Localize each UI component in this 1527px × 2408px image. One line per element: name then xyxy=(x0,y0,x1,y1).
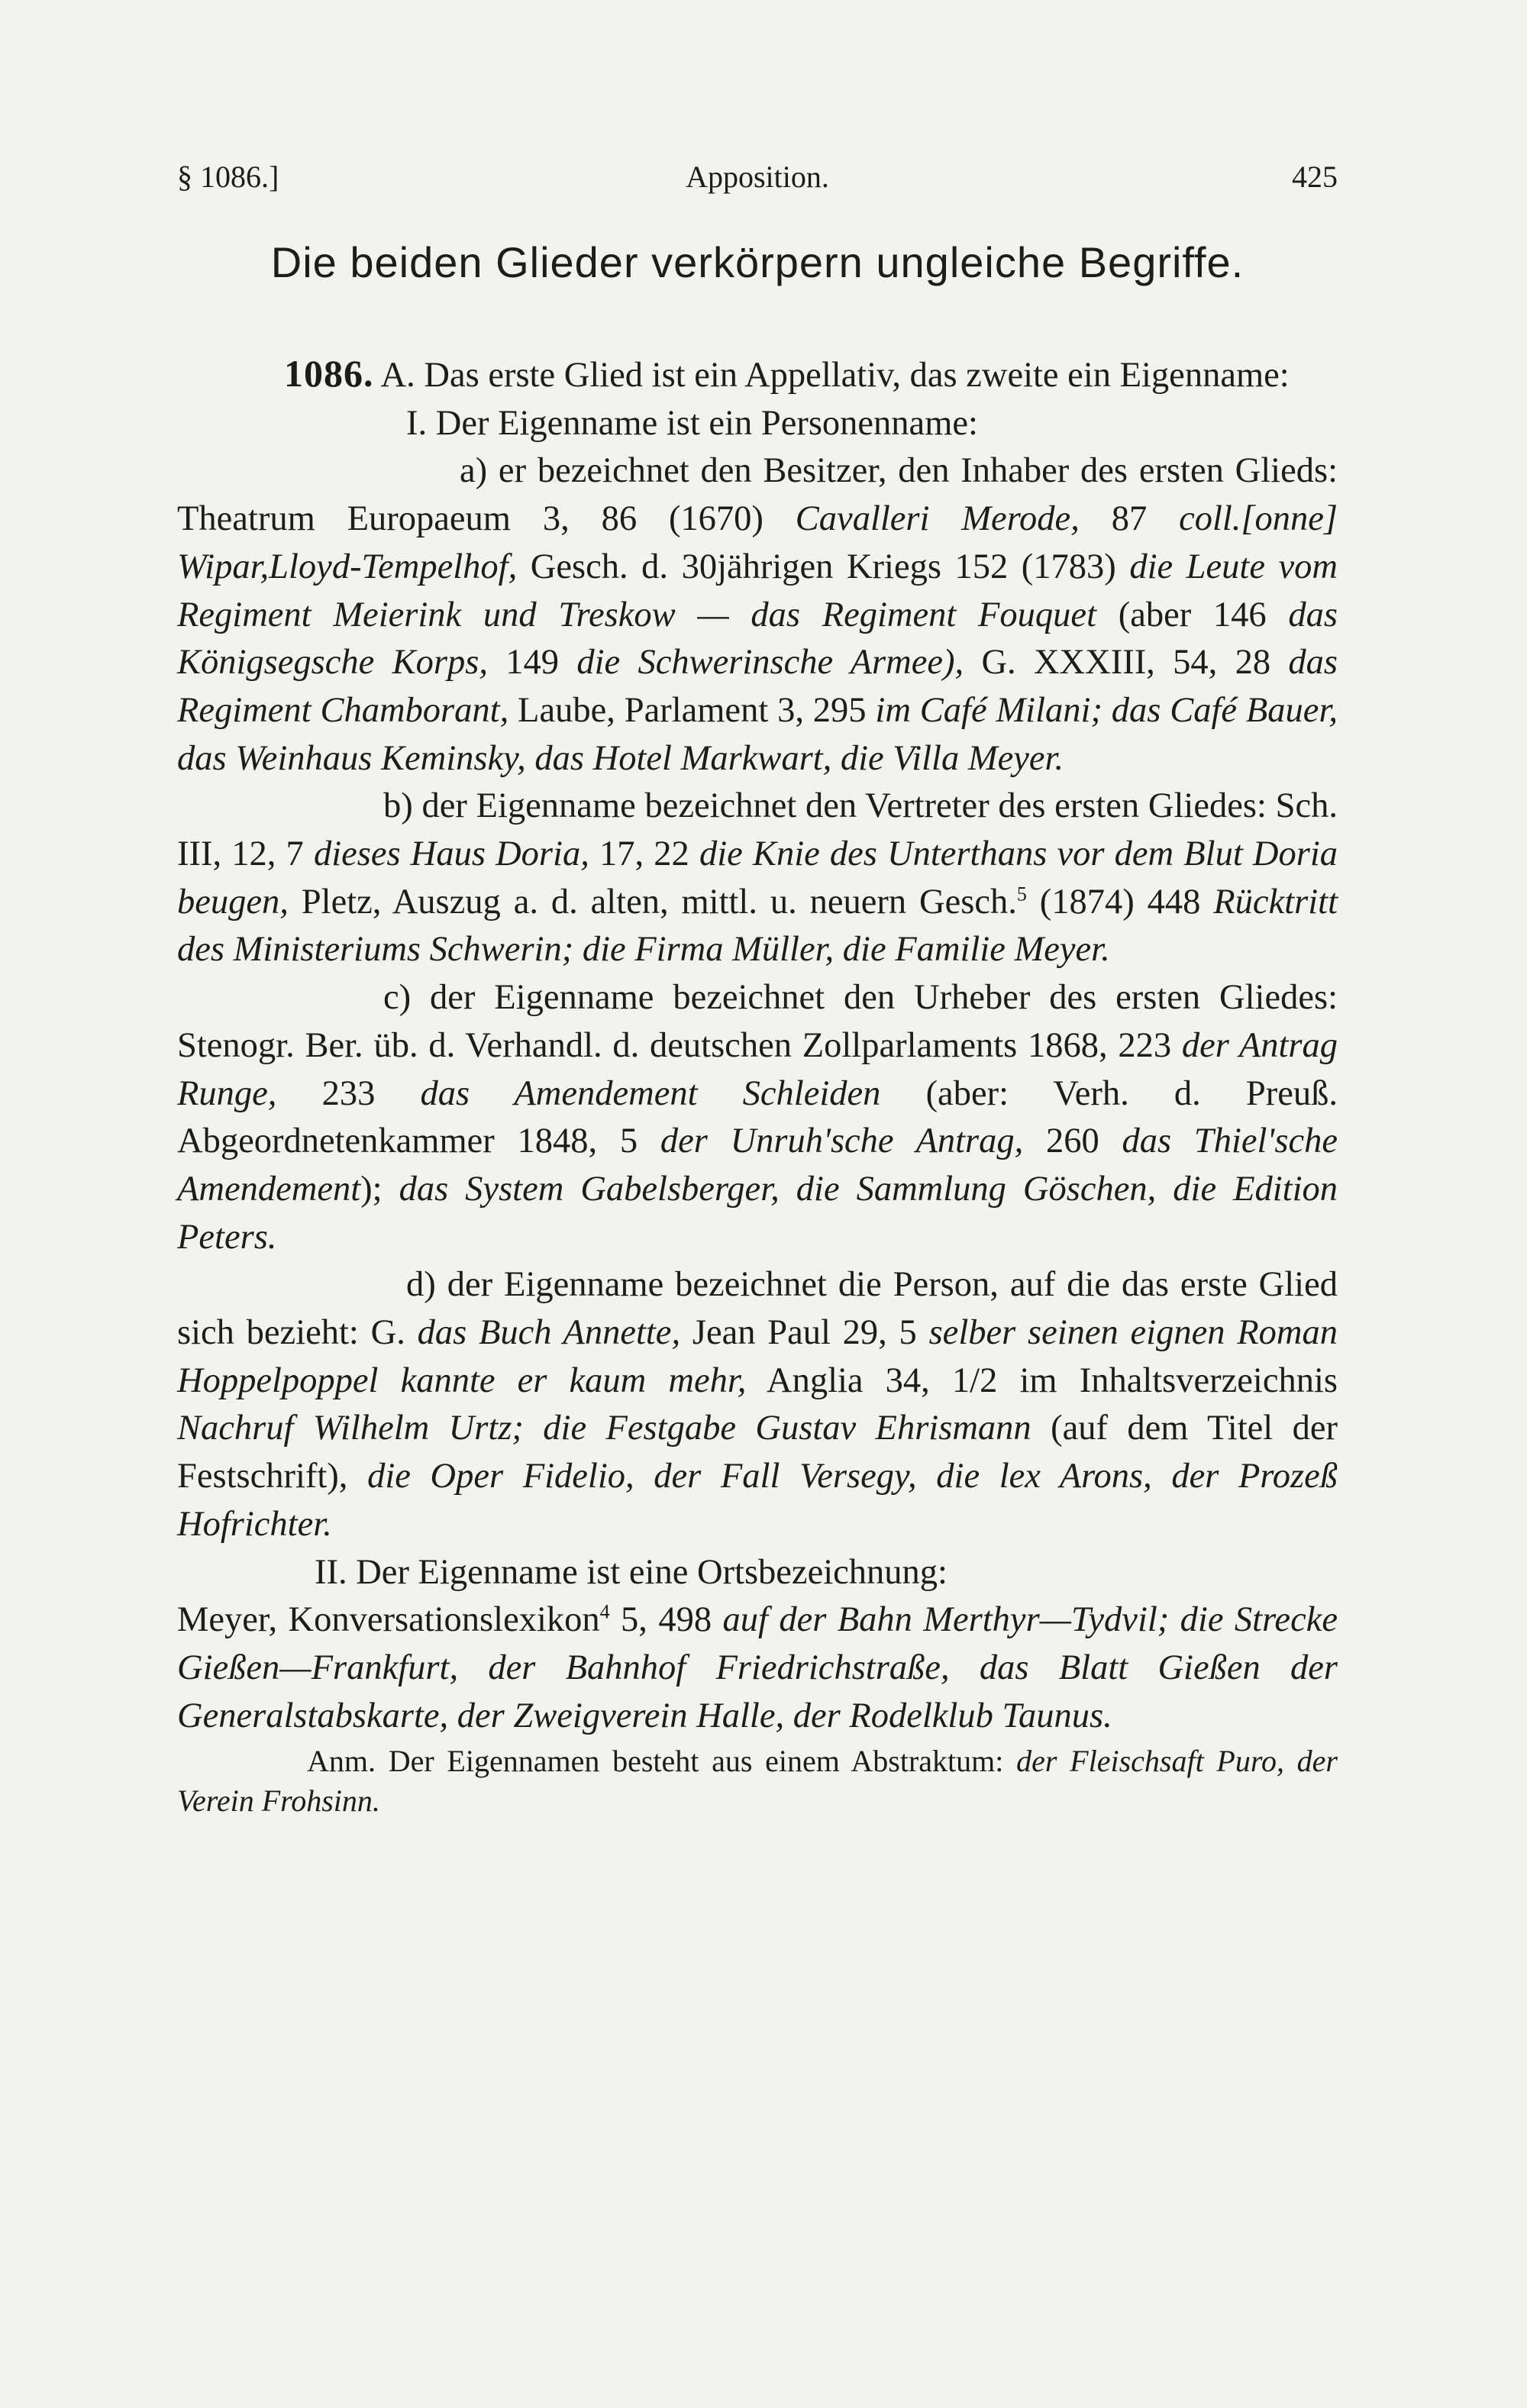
example-italic: der Fleischsaft Puro, der Verein Frohsinn. xyxy=(177,1744,1338,1819)
text-run: Anm. Der Eigennamen besteht aus einem Abstraktum: xyxy=(307,1744,1017,1779)
text-run: 233 xyxy=(276,1073,421,1113)
text-run: 149 xyxy=(487,643,577,683)
text-run: Laube, Parlament 3, 295 xyxy=(508,690,876,730)
text-run: a) er bezeichnet den Besitzer, den Inhaber des ersten Glieds: Theatrum Europaeum 3, 86 (1670) xyxy=(177,451,1338,539)
text-run: 260 xyxy=(1023,1122,1122,1161)
example-italic: selber seinen eignen Roman Hoppelpoppel kannte er kaum mehr, xyxy=(177,1313,1338,1400)
text-run: (aber: Verh. d. Preuß. Abgeordnetenkammer 1848, 5 xyxy=(177,1073,1338,1161)
text-run: (aber 146 xyxy=(1096,595,1289,634)
edition-superscript: 5 xyxy=(1016,883,1027,905)
paragraph-text: II. Der Eigenname ist eine Ortsbezeichnung: xyxy=(315,1552,948,1592)
example-italic: Nachruf Wilhelm Urtz; die Festgabe Gustav Ehrismann xyxy=(177,1409,1031,1448)
running-header xyxy=(177,159,1338,197)
text-run: d) der Eigenname bezeichnet die Person, auf die das erste Glied sich bezieht: G. xyxy=(177,1265,1338,1353)
text-run: (1874) 448 xyxy=(1026,882,1214,922)
example-italic: der Unruh'sche Antrag, xyxy=(660,1122,1024,1161)
section-marker: § 1086.] xyxy=(177,160,279,194)
paragraph-d xyxy=(177,1261,1338,1548)
paragraph-a xyxy=(177,447,1338,783)
body-text xyxy=(177,350,1338,1821)
example-italic: die Schwerinsche Armee), xyxy=(576,643,964,683)
edition-superscript: 4 xyxy=(599,1600,610,1623)
paragraph-II-examples xyxy=(177,1596,1338,1740)
example-italic: das Amendement Schleiden xyxy=(420,1073,881,1113)
text-run: Pletz, Auszug a. d. alten, mittl. u. neuern Gesch. xyxy=(288,882,1017,922)
example-italic: auf der Bahn Merthyr—Tydvil; die Strecke Gießen—Frankfurt, der Bahnhof Friedrichstraße, das Blatt Gießen der Generalstabskarte, der Zweigverein Halle, der Rodelklub Taunus. xyxy=(177,1600,1338,1735)
paragraph-I xyxy=(177,400,1338,448)
text-run: Gesch. d. 30jährigen Kriegs 152 (1783) xyxy=(517,547,1130,586)
example-italic: das Buch Annette, xyxy=(417,1313,681,1353)
text-run: Jean Paul 29, 5 xyxy=(680,1313,929,1353)
text-run: (auf dem Titel der Festschrift), xyxy=(177,1409,1338,1496)
running-title: Apposition. xyxy=(686,160,829,194)
text-run: ); xyxy=(360,1169,399,1209)
example-italic: der Antrag Runge, xyxy=(177,1025,1338,1113)
text-run: c) der Eigenname bezeichnet den Urheber des ersten Gliedes: Stenogr. Ber. üb. d. Verhandl. d. deutschen Zollparlaments 1868, 223 xyxy=(177,978,1338,1065)
text-run: Anglia 34, 1/2 im Inhaltsverzeichnis xyxy=(746,1361,1338,1400)
text-run: 5, 498 xyxy=(609,1600,723,1640)
example-italic: das Königsegsche Korps, xyxy=(177,595,1338,683)
text-run: G. XXXIII, 54, 28 xyxy=(964,643,1289,683)
example-italic: die Leute vom Regiment Meierink und Treskow — das Regiment Fouquet xyxy=(177,547,1338,634)
example-italic: das Regiment Chamborant, xyxy=(177,643,1338,730)
example-italic: das Thiel'sche Amendement xyxy=(177,1122,1338,1209)
paragraph-II xyxy=(177,1549,1338,1597)
paragraph-b xyxy=(177,783,1338,974)
example-italic: Rücktritt des Ministeriums Schwerin; die Firma Müller, die Familie Meyer. xyxy=(177,882,1338,970)
example-italic: dieses Haus Doria, xyxy=(313,834,589,874)
paragraph-text: A. Das erste Glied ist ein Appellativ, das zweite ein Eigenname: xyxy=(373,356,1290,395)
section-heading: Die beiden Glieder verkörpern ungleiche Begriffe. xyxy=(270,238,1245,286)
example-italic: Cavalleri Merode, xyxy=(795,499,1080,539)
text-run: Meyer, Konversationslexikon xyxy=(177,1600,600,1640)
paragraph-c xyxy=(177,974,1338,1261)
page-number: 425 xyxy=(1292,160,1338,194)
example-italic: coll.[onne] Wipar,Lloyd-Tempelhof, xyxy=(177,499,1338,586)
annotation-note xyxy=(177,1741,1338,1821)
example-italic: die Knie des Unterthans vor dem Blut Doria beugen, xyxy=(177,834,1338,922)
text-run: 87 xyxy=(1079,499,1180,539)
paragraph-text: I. Der Eigenname ist ein Personenname: xyxy=(406,403,978,443)
paragraph-1086 xyxy=(177,350,1338,400)
example-italic: die Oper Fidelio, der Fall Versegy, die lex Arons, der Prozeß Hofrichter. xyxy=(177,1457,1338,1544)
example-italic: das System Gabelsberger, die Sammlung Göschen, die Edition Peters. xyxy=(177,1169,1338,1257)
paragraph-number: 1086. xyxy=(284,352,374,395)
text-run: 17, 22 xyxy=(589,834,699,874)
example-italic: im Café Milani; das Café Bauer, das Weinhaus Keminsky, das Hotel Markwart, die Villa Meyer. xyxy=(177,690,1338,778)
text-run: b) der Eigenname bezeichnet den Vertreter des ersten Gliedes: Sch. III, 12, 7 xyxy=(177,786,1338,874)
